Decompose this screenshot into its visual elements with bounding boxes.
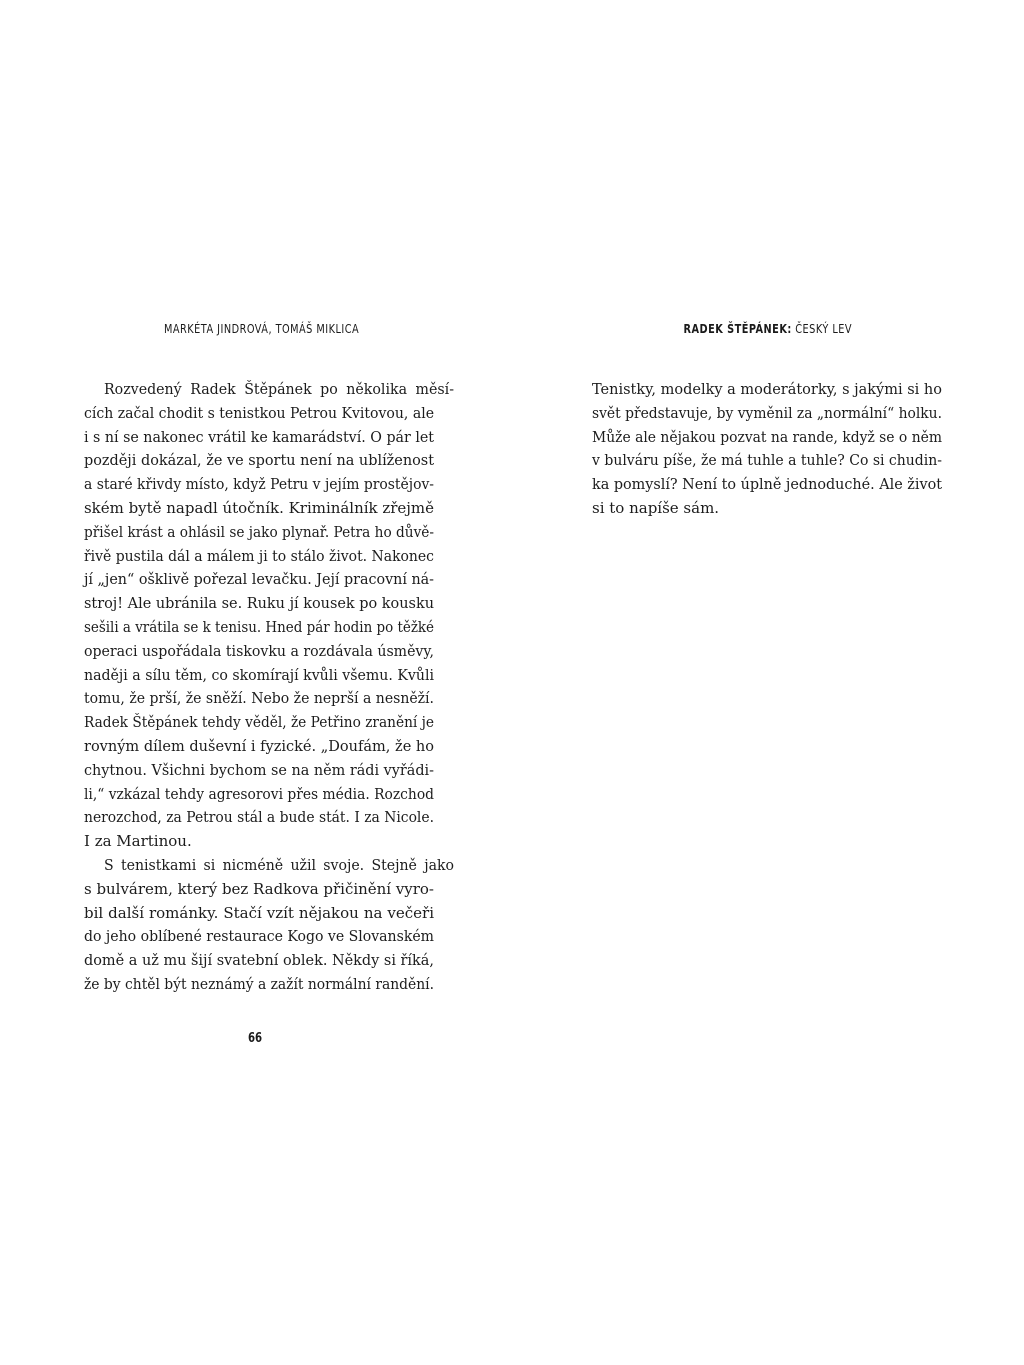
running-head-title-bold: RADEK ŠTĚPÁNEK: — [683, 321, 792, 336]
text-line: ském bytě napadl útočník. Kriminálník zřejmě — [84, 498, 434, 517]
text-line: domě a už mu šijí svatební oblek. Někdy si říká, — [84, 951, 434, 970]
right-page — [512, 0, 1024, 1365]
text-line: cích začal chodit s tenistkou Petrou Kvitovou, ale — [84, 403, 434, 422]
text-line: svět představuje, by vyměnil za „normální“ holku. — [592, 403, 942, 422]
running-head-authors: MARKÉTA JINDROVÁ, TOMÁŠ MIKLICA — [163, 321, 359, 336]
text-line: v bulváru píše, že má tuhle a tuhle? Co si chudin- — [592, 451, 942, 470]
text-line: řivě pustila dál a málem ji to stálo život. Nakonec — [84, 546, 434, 565]
text-line: jí „jen“ ošklivě pořezal levačku. Její pracovní ná- — [84, 570, 434, 589]
page-number: 66 — [248, 1031, 263, 1046]
text-line: Rozvedený Radek Štěpánek po několika měsí- — [103, 380, 454, 398]
text-line: že by chtěl být neznámý a zažít normální randění. — [84, 974, 434, 993]
text-line: si to napíše sám. — [592, 498, 720, 517]
body-text-right — [592, 378, 942, 521]
text-line: S tenistkami si nicméně užil svoje. Stejně jako — [103, 855, 454, 874]
text-line: ka pomyslí? Není to úplně jednoduché. Ale život — [592, 475, 942, 494]
text-line: chytnou. Všichni bychom se na něm rádi vyřádi- — [84, 760, 434, 779]
text-line: rovným dílem duševní i fyzické. „Doufám, že ho — [84, 736, 434, 755]
text-line: přišel krást a ohlásil se jako plynař. Petra ho důvě- — [84, 522, 434, 541]
text-line: bil další románky. Stačí vzít nějakou na večeři — [84, 903, 434, 922]
running-head-title — [684, 321, 852, 337]
text-line: sešili a vrátila se k tenisu. Hned pár hodin po těžké — [84, 617, 434, 636]
text-line: do jeho oblíbené restaurace Kogo ve Slovanském — [84, 927, 434, 946]
body-text-left — [84, 378, 454, 997]
text-line: Tenistky, modelky a moderátorky, s jakými si ho — [592, 380, 942, 398]
text-line: operaci uspořádala tiskovku a rozdávala úsměvy, — [84, 641, 434, 660]
text-line: li,“ vzkázal tehdy agresorovi přes média. Rozchod — [84, 784, 434, 803]
text-line: tomu, že prší, že sněží. Nebo že neprší a nesněží. — [84, 689, 434, 708]
text-line: stroj! Ale ubránila se. Ruku jí kousek po kousku — [84, 594, 434, 613]
text-line: naději a sílu těm, co skomírají kvůli všemu. Kvůli — [84, 665, 434, 684]
text-line: později dokázal, že ve sportu není na ublíženost — [84, 451, 434, 470]
running-head-title-regular: ČESKÝ LEV — [791, 321, 852, 336]
text-line: a staré křivdy místo, když Petru v jejím prostějov- — [84, 475, 434, 494]
text-line: Radek Štěpánek tehdy věděl, že Petřino zranění je — [84, 713, 434, 732]
text-line: i s ní se nakonec vrátil ke kamarádství. O pár let — [84, 427, 434, 446]
text-line: nerozchod, za Petrou stál a bude stát. I za Nicole. — [84, 808, 434, 827]
text-line: s bulvárem, který bez Radkova přičinění vyro- — [84, 879, 434, 898]
text-line: I za Martinou. — [84, 832, 192, 851]
text-line: Může ale nějakou pozvat na rande, když se o něm — [592, 427, 942, 446]
